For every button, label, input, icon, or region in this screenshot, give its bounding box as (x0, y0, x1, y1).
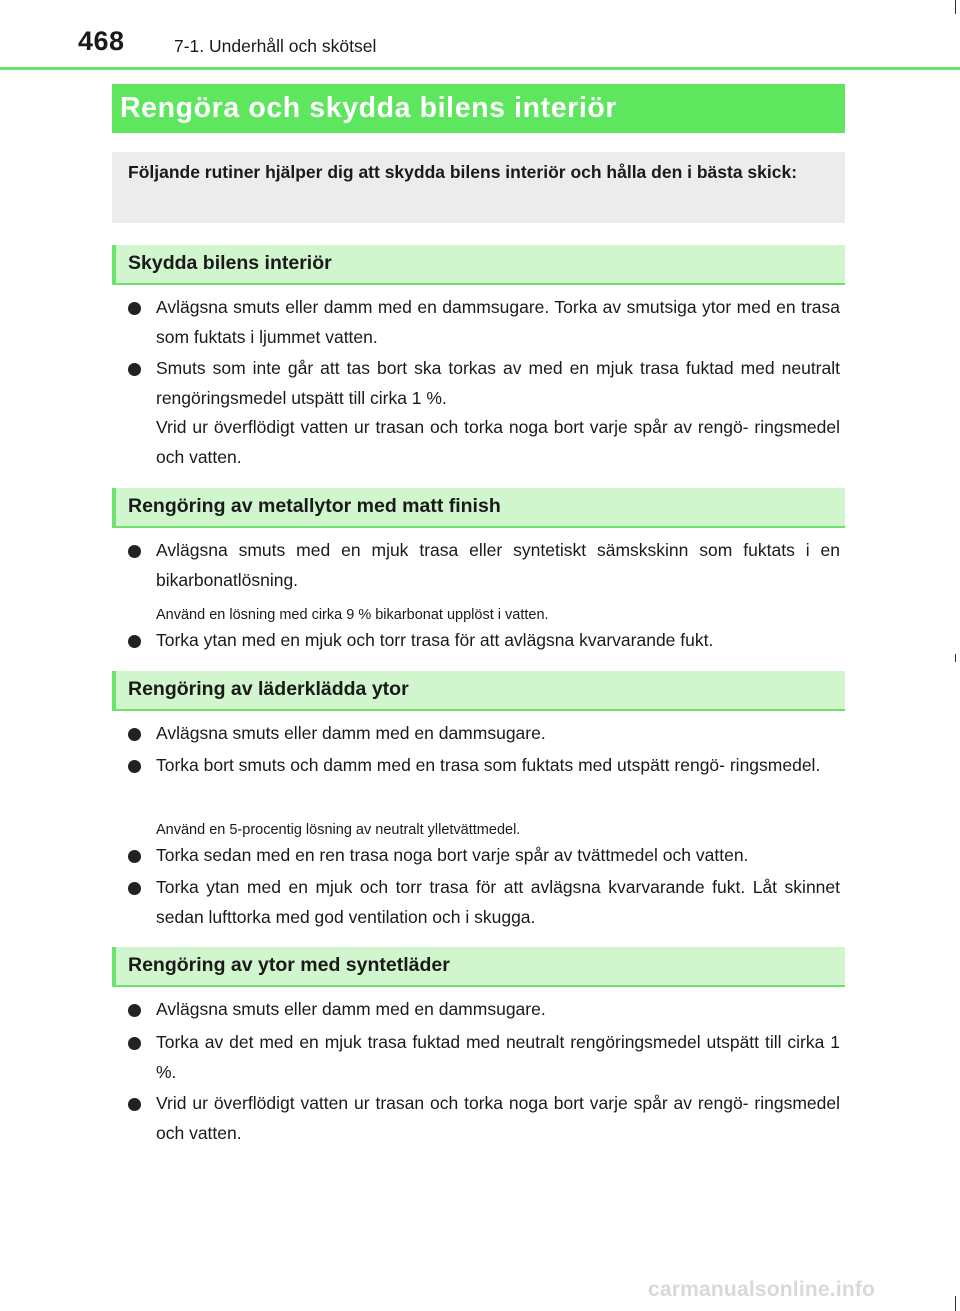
bullet-icon (128, 1004, 141, 1017)
list-item: Avlägsna smuts med en mjuk trasa eller syntetiskt sämskskinn som fuktats i en bikarbonatlösning. (128, 536, 840, 595)
bullet-icon (128, 302, 141, 315)
section-heading-leather: Rengöring av läderklädda ytor (112, 671, 845, 711)
list-item: Avlägsna smuts eller damm med en dammsugare. (128, 719, 840, 749)
crop-mark (955, 0, 956, 14)
note-text: Använd en lösning med cirka 9 % bikarbonat upplöst i vatten. (156, 607, 549, 623)
list-item: Torka ytan med en mjuk och torr trasa för att avlägsna kvarvarande fukt. Låt skinnet sedan lufttorka med god ventilation och i skugga. (128, 873, 840, 932)
list-item: Smuts som inte går att tas bort ska torkas av med en mjuk trasa fuktad med neutralt rengöringsmedel utspätt till cirka 1 %. Vrid ur överflödigt vatten ur trasan och torka noga bort varje spår av rengö- ringsmedel och vatten. (128, 354, 840, 472)
bullet-icon (128, 850, 141, 863)
watermark: carmanualsonline.info (648, 1278, 876, 1301)
bullet-icon (128, 363, 141, 376)
page-title: Rengöra och skydda bilens interiör (112, 84, 845, 133)
list-item: Torka sedan med en ren trasa noga bort varje spår av tvättmedel och vatten. (128, 841, 840, 871)
page-number: 468 (78, 26, 125, 56)
bullet-icon (128, 635, 141, 648)
list-item: Avlägsna smuts eller damm med en dammsugare. Torka av smutsiga ytor med en trasa som fuktats i ljummet vatten. (128, 293, 840, 352)
list-item: Vrid ur överflödigt vatten ur trasan och torka noga bort varje spår av rengö- ringsmedel och vatten. (128, 1089, 840, 1148)
crop-mark (955, 1296, 956, 1311)
bullet-icon (128, 1037, 141, 1050)
list-item: Torka ytan med en mjuk och torr trasa för att avlägsna kvarvarande fukt. (128, 626, 840, 656)
intro-text: Följande rutiner hjälper dig att skydda bilens interiör och hålla den i bästa skick: (112, 152, 845, 223)
list-item: Avlägsna smuts eller damm med en dammsugare. (128, 995, 840, 1025)
list-item: Torka bort smuts och damm med en trasa som fuktats med utspätt rengö- ringsmedel. (128, 751, 840, 781)
list-item: Torka av det med en mjuk trasa fuktad med neutralt rengöringsmedel utspätt till cirka 1 %. (128, 1028, 840, 1087)
header-rule (0, 67, 960, 70)
section-heading-protect-interior: Skydda bilens interiör (112, 245, 845, 285)
crop-mark (955, 654, 956, 662)
bullet-icon (128, 760, 141, 773)
bullet-icon (128, 882, 141, 895)
bullet-icon (128, 545, 141, 558)
section-label: 7-1. Underhåll och skötsel (174, 36, 377, 56)
bullet-icon (128, 1098, 141, 1111)
note-text: Använd en 5-procentig lösning av neutralt ylletvättmedel. (156, 822, 521, 838)
bullet-icon (128, 728, 141, 741)
section-heading-matte-metal: Rengöring av metallytor med matt finish (112, 488, 845, 528)
section-heading-synthetic-leather: Rengöring av ytor med syntetläder (112, 947, 845, 987)
